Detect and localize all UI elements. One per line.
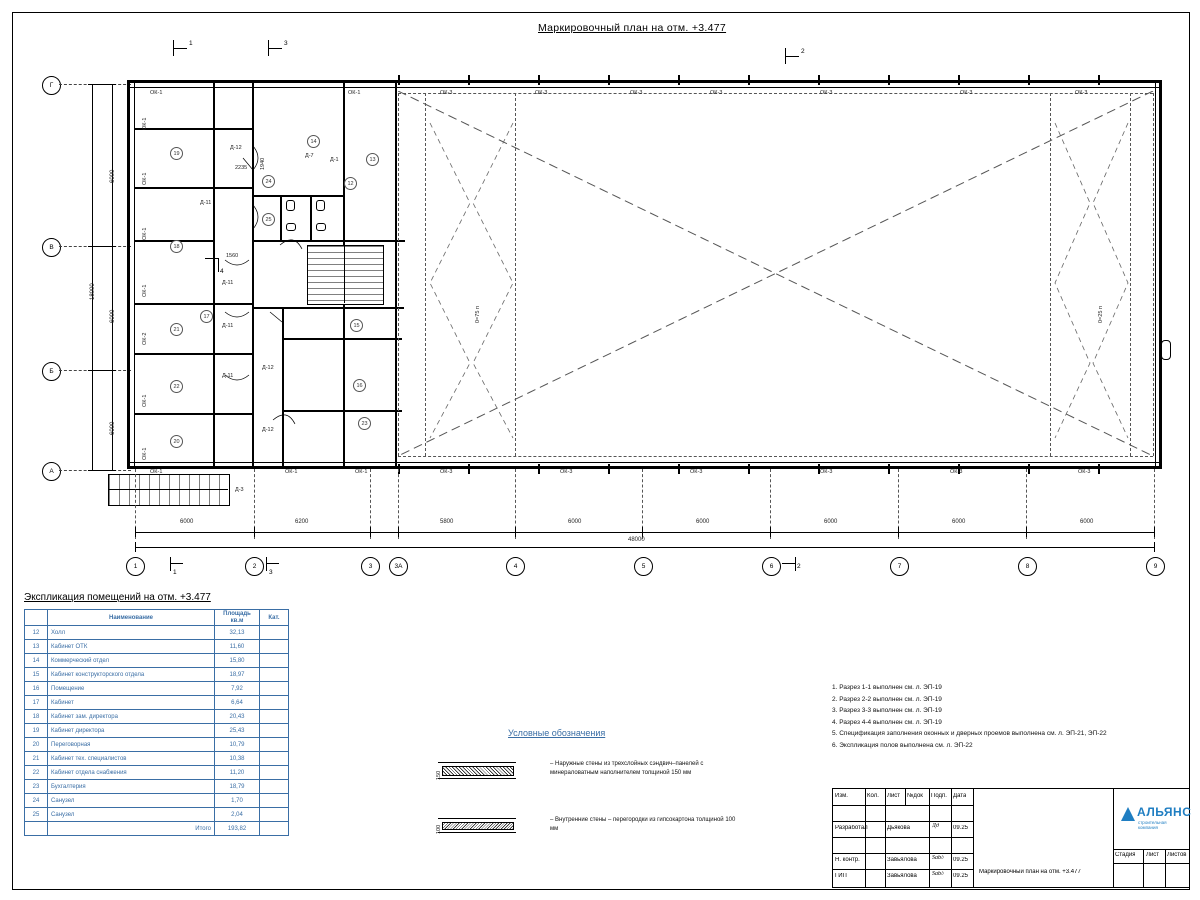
window-tag-bottom-1: ОК-1: [150, 469, 163, 475]
cell-cat: [260, 766, 289, 780]
explication-block: [24, 592, 289, 836]
cell-number: 17: [25, 696, 48, 710]
room-number: 17: [203, 313, 210, 320]
dim-bottom-1: 6000: [180, 519, 194, 525]
door-tag-4: Д-11: [200, 200, 212, 206]
cell-name: Холл: [48, 626, 215, 640]
gate-left: [425, 93, 515, 456]
cell-area: 2,04: [215, 808, 260, 822]
stamp-hdr-stage: Стадия: [1115, 852, 1136, 858]
legend-dim-line: [438, 818, 516, 819]
door-tag-3: Д-1: [330, 157, 339, 163]
window-tag-left-2: ОК-1: [142, 172, 148, 185]
table-row: [25, 780, 289, 794]
outer-wall-right: [1159, 80, 1162, 469]
stamp-name-3: Завьялова: [887, 857, 917, 863]
cell-cat: [260, 668, 289, 682]
door-swings: [125, 80, 415, 480]
col-number: [25, 610, 48, 626]
room-bubble-13: [366, 153, 379, 166]
window-tag-bottom-5: ОК-3: [560, 469, 573, 475]
axis-label: В: [49, 244, 54, 251]
window-tag-left-6: ОК-1: [142, 394, 148, 407]
room-bubble-20: [170, 435, 183, 448]
bottom-dim-line: [135, 532, 1154, 533]
cell-name: Бухгалтерия: [48, 780, 215, 794]
dim-left-2: 6000: [110, 309, 116, 323]
cut-label: 3: [269, 569, 273, 576]
left-dim-line-outer: [92, 84, 93, 470]
window-tag-bottom-3: ОК-1: [355, 469, 368, 475]
cell-name: Кабинет отдела снабжения: [48, 766, 215, 780]
cell-area: 18,79: [215, 780, 260, 794]
cut-label-4: 4: [220, 268, 224, 275]
axis-label: 9: [1153, 563, 1158, 570]
stamp-doc-title: Маркировочный план на отм. +3.477: [979, 869, 1081, 875]
cell-cat: [260, 696, 289, 710]
stamp-sign-4: Sab//: [932, 871, 945, 877]
note-4: 4. Разрез 4-4 выполнен см. л. ЭП-19: [832, 718, 942, 726]
note-1: 1. Разрез 1-1 выполнен см. л. ЭП-19: [832, 684, 942, 691]
stamp-hdr-list: Лист: [887, 793, 901, 799]
cell-area: 25,43: [215, 724, 260, 738]
cell-area: 10,38: [215, 752, 260, 766]
gate-right-note: 0=25 п: [1098, 306, 1104, 323]
table-row: [25, 654, 289, 668]
cell-area: 11,60: [215, 640, 260, 654]
window-tag-top-7: ОК-3: [820, 90, 833, 96]
inner-dim-1: 2235: [235, 165, 248, 171]
cut-label-3: 3: [284, 40, 288, 47]
window-tag-top-6: ОК-3: [710, 90, 723, 96]
cell-area: 1,70: [215, 794, 260, 808]
axis-circle-g: [42, 76, 61, 95]
axis-circle-8: [1018, 557, 1037, 576]
cell-name: Кабинет: [48, 696, 215, 710]
wc-fixture-3: [286, 223, 296, 231]
table-row: [25, 808, 289, 822]
cell-area: 15,80: [215, 654, 260, 668]
axis-circle-1: [126, 557, 145, 576]
door-tag-7: Д-11: [222, 373, 234, 379]
col-cat: Кат.: [260, 610, 289, 626]
cut-label: 2: [797, 563, 801, 570]
cell-cat: [260, 752, 289, 766]
total-label: Итого: [48, 822, 215, 836]
cell-cat: [260, 682, 289, 696]
axis-label: 8: [1025, 563, 1030, 570]
cell-name: Переговорная: [48, 738, 215, 752]
cell-number: 15: [25, 668, 48, 682]
stamp-hdr-sheet: Лист: [1146, 852, 1160, 858]
window-tag-bottom-2: ОК-1: [285, 469, 298, 475]
cell-empty: [25, 822, 48, 836]
dim-bottom-7: 6000: [952, 519, 966, 525]
table-row: [25, 752, 289, 766]
legend-dim-line: [438, 832, 516, 833]
note-3: 3. Разрез 3-3 выполнен см. л. ЭП-19: [832, 707, 942, 714]
room-number: 14: [310, 138, 317, 145]
room-bubble-18: [170, 240, 183, 253]
cell-empty: [260, 822, 289, 836]
axis-label: 3: [368, 563, 373, 570]
legend-text-1: – Наружные стены из трехслойных сэндвич–панелей с минераловатным наполнителем толщиной 150 мм: [550, 761, 704, 776]
legend-block: [430, 728, 760, 834]
cell-number: 25: [25, 808, 48, 822]
cell-number: 14: [25, 654, 48, 668]
cell-number: 12: [25, 626, 48, 640]
window-tag-top-5: ОК-3: [630, 90, 643, 96]
cell-name: Коммерческий отдел: [48, 654, 215, 668]
stamp-role-4: ГИП: [835, 873, 847, 879]
table-row: [25, 682, 289, 696]
room-bubble-12: [344, 177, 357, 190]
dim-bottom-3: 5800: [440, 519, 454, 525]
axis-circle-3: [361, 557, 380, 576]
stamp-role-3: Н. контр.: [835, 857, 860, 863]
cell-number: 24: [25, 794, 48, 808]
wc-fixture-4: [316, 223, 326, 231]
room-number: 24: [265, 178, 272, 185]
table-row: [25, 724, 289, 738]
cell-name: Кабинет директора: [48, 724, 215, 738]
stamp-hdr-kol: Кол.: [867, 793, 879, 799]
legend-text-2: – Внутренние стены – перегородки из гипсокартона толщиной 100 мм: [550, 817, 736, 832]
dim-tick: [88, 470, 116, 471]
dim-left-3: 6000: [110, 421, 116, 435]
company-subtitle: строительная компания: [1138, 820, 1167, 830]
axis-label: 4: [513, 563, 518, 570]
room-bubble-15: [350, 319, 363, 332]
stamp-sign-1: Дд: [932, 823, 939, 829]
window-tag-top-2: ОК-1: [348, 90, 361, 96]
cell-cat: [260, 794, 289, 808]
cell-name: Санузел: [48, 794, 215, 808]
room-number: 18: [173, 243, 180, 250]
room-number: 12: [347, 180, 354, 187]
axis-label: 1: [133, 563, 138, 570]
axis-label: Б: [49, 368, 54, 375]
window-tag-bottom-9: ОК-3: [1078, 469, 1091, 475]
notes-block: [832, 684, 1172, 753]
cell-number: 16: [25, 682, 48, 696]
stamp-role-1: Разработал: [835, 825, 868, 831]
window-tag-bottom-6: ОК-3: [690, 469, 703, 475]
cell-name: Кабинет ОТК: [48, 640, 215, 654]
title-block: [832, 788, 1190, 888]
legend-thickness-1: 150: [436, 770, 442, 780]
cell-number: 19: [25, 724, 48, 738]
cell-number: 13: [25, 640, 48, 654]
dim-left-1: 6000: [110, 169, 116, 183]
cell-number: 21: [25, 752, 48, 766]
room-bubble-14: [307, 135, 320, 148]
axis-circle-b: [42, 362, 61, 381]
window-tag-top-4: ОК-3: [535, 90, 548, 96]
cell-cat: [260, 640, 289, 654]
wc-fixture-2: [316, 200, 325, 211]
room-number: 15: [353, 322, 360, 329]
floor-plan: [30, 35, 1170, 580]
table-row: [25, 668, 289, 682]
stamp-date-3: 09.25: [953, 857, 969, 863]
dim-bottom-6: 6000: [824, 519, 838, 525]
table-row: [25, 626, 289, 640]
room-number: 13: [369, 156, 376, 163]
legend-dim-line: [438, 778, 516, 779]
stamp-name-1: Дьякова: [887, 825, 910, 831]
axis-label: Г: [49, 82, 54, 89]
cell-area: 6,64: [215, 696, 260, 710]
note-2: 2. Разрез 2-2 выполнен см. л. ЭП-19: [832, 695, 942, 703]
table-row: [25, 794, 289, 808]
axis-label: 6: [769, 563, 774, 570]
cell-cat: [260, 738, 289, 752]
cut-label-2: 2: [801, 48, 805, 55]
dim-bottom-4: 6000: [568, 519, 582, 525]
door-tag-5: Д-11: [222, 280, 234, 286]
stamp-hdr-izm: Изм.: [835, 793, 848, 799]
cell-name: Кабинет конструкторского отдела: [48, 668, 215, 682]
cell-area: 11,20: [215, 766, 260, 780]
axis-circle-a: [42, 462, 61, 481]
bottom-dim-total-line: [135, 547, 1154, 548]
window-tag-bottom-8: ОК-3: [950, 469, 963, 475]
exterior-door-right: [1161, 340, 1171, 360]
window-tag-left-4: ОК-1: [142, 284, 148, 297]
dim-tick: [88, 246, 116, 247]
cell-number: 22: [25, 766, 48, 780]
inner-dim-3: 1560: [226, 253, 239, 259]
window-tag-top-8: ОК-3: [960, 90, 973, 96]
window-tag-top-3: ОК-3: [440, 90, 453, 96]
room-number: 25: [265, 216, 272, 223]
table-header-row: [25, 610, 289, 626]
cut-label: 1: [173, 569, 177, 576]
axis-circle-6: [762, 557, 781, 576]
page-title: Маркировочный план на отм. +3.477: [538, 22, 727, 34]
dim-left-total: 18000: [90, 283, 96, 300]
room-number: 19: [173, 150, 180, 157]
axis-circle-7: [890, 557, 909, 576]
axis-circle-4: [506, 557, 525, 576]
legend-title: Условные обозначения: [508, 728, 606, 738]
door-tag-9: Д-12: [262, 427, 274, 433]
room-bubble-19: [170, 147, 183, 160]
cell-number: 18: [25, 710, 48, 724]
axis-label: А: [49, 468, 54, 475]
gate-right: [1050, 93, 1130, 456]
room-bubble-17: [200, 310, 213, 323]
room-number: 22: [173, 383, 180, 390]
gate-left-note: 0=75 п: [475, 306, 481, 323]
stamp-date-4: 09.25: [953, 873, 969, 879]
room-bubble-25: [262, 213, 275, 226]
stamp-hdr-data: Дата: [953, 793, 967, 799]
door-tag-2: Д-7: [305, 153, 314, 159]
dim-bottom-5: 6000: [696, 519, 710, 525]
dim-bottom-2: 6200: [295, 519, 309, 525]
dim-tick: [88, 370, 116, 371]
axis-circle-5: [634, 557, 653, 576]
stamp-sign-3: Sab//: [932, 855, 945, 861]
room-number: 21: [173, 326, 180, 333]
cell-area: 20,43: [215, 710, 260, 724]
table-row: [25, 710, 289, 724]
cell-cat: [260, 626, 289, 640]
total-value: 193,82: [215, 822, 260, 836]
room-bubble-16: [353, 379, 366, 392]
room-number: 20: [173, 438, 180, 445]
explication-table: [24, 609, 289, 836]
dim-bottom-total: 48000: [628, 537, 645, 543]
cell-name: Кабинет тех. специалистов: [48, 752, 215, 766]
stamp-hdr-podp: Подп.: [931, 793, 947, 799]
window-tag-left-7: ОК-1: [142, 447, 148, 460]
window-tag-bottom-7: ОК-3: [820, 469, 833, 475]
axis-label: 3А: [394, 563, 403, 570]
room-number: 16: [356, 382, 363, 389]
axis-circle-2: [245, 557, 264, 576]
cell-name: Кабинет зам. директора: [48, 710, 215, 724]
note-6: 6. Экспликация полов выполнена см. л. ЭП-22: [832, 741, 973, 749]
cell-area: 18,97: [215, 668, 260, 682]
legend-swatch-sandwich: [442, 766, 514, 776]
room-bubble-22: [170, 380, 183, 393]
cell-cat: [260, 710, 289, 724]
window-tag-left-1: ОК-1: [142, 117, 148, 130]
legend-thickness-2: 100: [436, 824, 442, 834]
cell-name: Санузел: [48, 808, 215, 822]
dim-tick: [88, 84, 116, 85]
cut-label-1: 1: [189, 40, 193, 47]
cell-cat: [260, 654, 289, 668]
cell-area: 7,92: [215, 682, 260, 696]
table-row: [25, 738, 289, 752]
table-row: [25, 696, 289, 710]
stamp-hdr-sheets: Листов: [1167, 852, 1187, 858]
cell-name: Помещение: [48, 682, 215, 696]
cell-cat: [260, 780, 289, 794]
cell-number: 20: [25, 738, 48, 752]
cell-area: 10,79: [215, 738, 260, 752]
cell-cat: [260, 808, 289, 822]
room-bubble-23: [358, 417, 371, 430]
company-name: АЛЬЯНС: [1137, 805, 1192, 819]
stamp-name-4: Завьялова: [887, 873, 917, 879]
wc-fixture-1: [286, 200, 295, 211]
dim-bottom-8: 6000: [1080, 519, 1094, 525]
cell-cat: [260, 724, 289, 738]
stamp-date-1: 09.25: [953, 825, 969, 831]
door-tag-1: Д-12: [230, 145, 242, 151]
room-bubble-21: [170, 323, 183, 336]
table-row: [25, 640, 289, 654]
door-tag-10: Д-3: [235, 487, 244, 493]
window-tag-top-1: ОК-1: [150, 90, 163, 96]
door-tag-8: Д-12: [262, 365, 274, 371]
axis-label: 5: [641, 563, 646, 570]
window-tag-left-3: ОК-1: [142, 227, 148, 240]
window-tag-bottom-4: ОК-3: [440, 469, 453, 475]
axis-circle-9: [1146, 557, 1165, 576]
cell-area: 32,13: [215, 626, 260, 640]
col-area: Площадь кв.м: [215, 610, 260, 626]
stair-center-line-2: [108, 489, 228, 490]
explication-title: Экспликация помещений на отм. +3.477: [24, 592, 211, 603]
note-5: 5. Спецификация заполнения оконных и дверных проемов выполнена см. л. ЭП-21, ЭП-22: [832, 730, 1107, 737]
axis-circle-3a: [389, 557, 408, 576]
window-tag-top-9: ОК-3: [1075, 90, 1088, 96]
table-total-row: [25, 822, 289, 836]
axis-label: 7: [897, 563, 902, 570]
stamp-hdr-doc: №док: [907, 793, 923, 799]
legend-dim-line: [438, 762, 516, 763]
window-tag-left-5: ОК-2: [142, 332, 148, 345]
room-number: 23: [361, 420, 368, 427]
axis-circle-v: [42, 238, 61, 257]
inner-dim-2: 1940: [260, 157, 266, 170]
room-bubble-24: [262, 175, 275, 188]
legend-swatch-gypsum: [442, 822, 514, 830]
door-tag-6: Д-11: [222, 323, 234, 329]
table-row: [25, 766, 289, 780]
cell-number: 23: [25, 780, 48, 794]
col-name: Наименование: [48, 610, 215, 626]
left-dim-line-inner: [112, 84, 113, 470]
axis-label: 2: [252, 563, 257, 570]
